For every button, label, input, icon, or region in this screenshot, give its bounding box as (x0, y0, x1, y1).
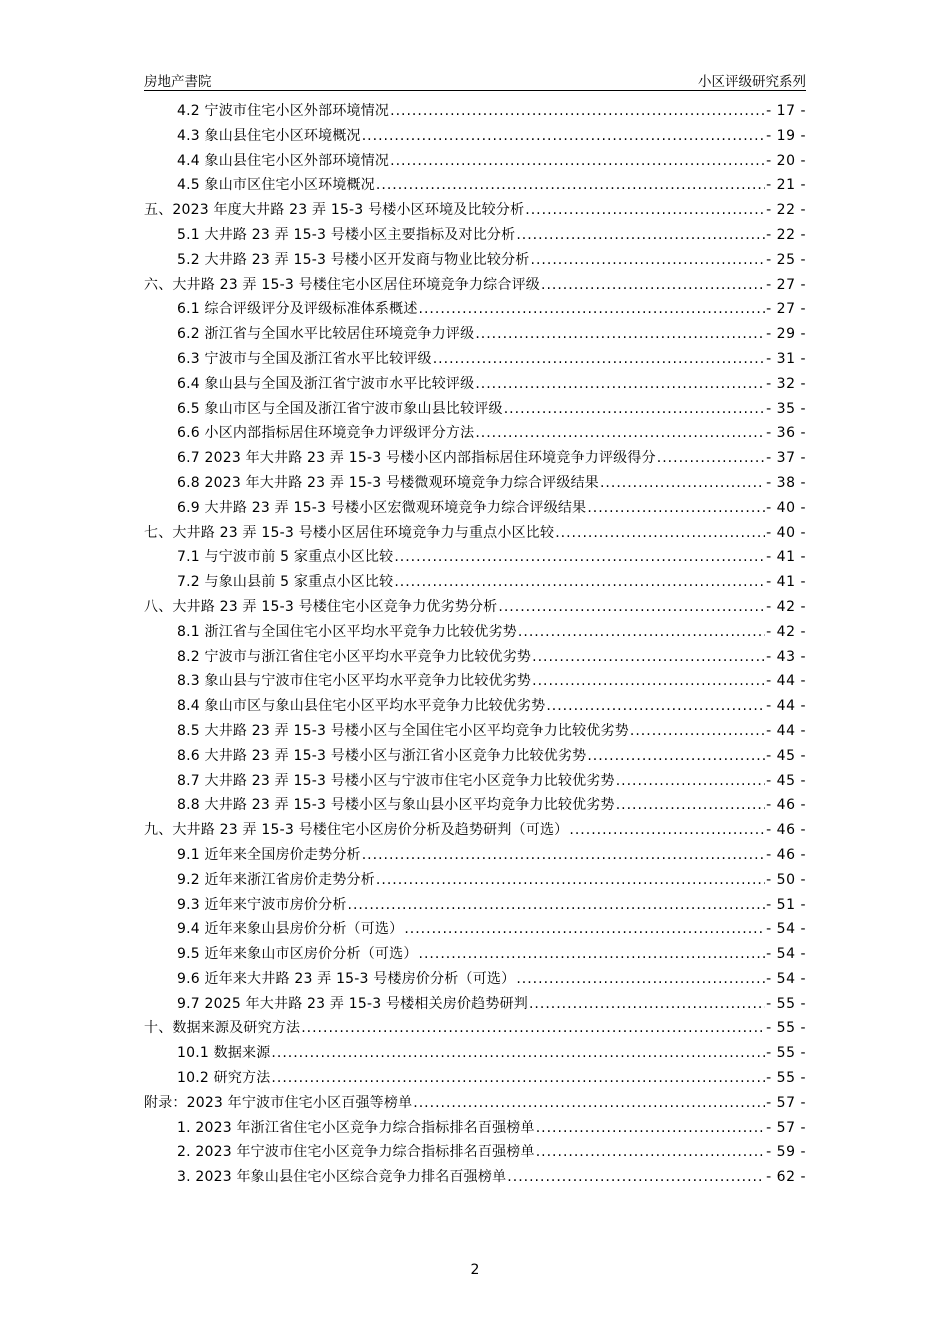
toc-dot-leader (600, 471, 765, 496)
toc-entry-title: 九、大井路 23 弄 15-3 号楼住宅小区房价分析及趋势研判（可选） (144, 822, 569, 839)
toc-entry-title: 6.8 2023 年大井路 23 弄 15-3 号楼微观环境竞争力综合评级结果 (177, 474, 599, 491)
toc-entry[interactable] (144, 942, 806, 967)
toc-entry[interactable] (144, 893, 806, 918)
toc-dot-leader (376, 868, 765, 893)
toc-entry-page: - 43 - (766, 648, 806, 665)
toc-entry-page: - 17 - (766, 103, 806, 119)
toc-dot-leader (376, 173, 765, 198)
toc-entry-page: - 31 - (766, 350, 806, 367)
toc-entry[interactable] (144, 868, 806, 893)
toc-entry-title: 6.1 综合评级评分及评级标准体系概述 (177, 301, 418, 318)
toc-dot-leader (616, 793, 765, 818)
toc-dot-leader (532, 645, 765, 670)
toc-dot-leader (475, 322, 765, 347)
toc-entry-title: 8.4 象山市区与象山县住宅小区平均水平竞争力比较优劣势 (177, 698, 546, 715)
toc-entry-page: - 37 - (766, 450, 806, 467)
toc-entry[interactable] (144, 124, 806, 149)
toc-dot-leader (657, 446, 765, 471)
toc-entry[interactable] (144, 173, 806, 198)
toc-entry[interactable] (144, 818, 806, 843)
toc-entry-page: - 57 - (766, 1119, 806, 1136)
toc-entry-page: - 44 - (766, 673, 806, 690)
toc-dot-leader (546, 694, 765, 719)
toc-entry-page: - 40 - (766, 499, 806, 516)
toc-entry-title: 9.5 近年来象山市区房价分析（可选） (177, 946, 418, 963)
toc-entry-page: - 46 - (766, 822, 806, 839)
toc-entry[interactable] (144, 1041, 806, 1066)
toc-entry[interactable] (144, 793, 806, 818)
toc-entry[interactable] (144, 1016, 806, 1041)
toc-entry[interactable] (144, 719, 806, 744)
toc-entry-title: 8.1 浙江省与全国住宅小区平均水平竞争力比较优劣势 (177, 623, 517, 640)
toc-dot-leader (413, 1091, 765, 1116)
page-number: 2 (470, 1262, 480, 1278)
toc-entry-page: - 21 - (766, 177, 806, 194)
toc-entry[interactable] (144, 1140, 806, 1165)
toc-entry-page: - 36 - (766, 425, 806, 442)
toc-entry[interactable] (144, 248, 806, 273)
toc-dot-leader (475, 421, 765, 446)
toc-entry-title: 10.1 数据来源 (177, 1045, 271, 1062)
toc-entry[interactable] (144, 1066, 806, 1091)
toc-entry[interactable] (144, 645, 806, 670)
toc-dot-leader (516, 223, 765, 248)
toc-entry[interactable] (144, 471, 806, 496)
toc-dot-leader (271, 1066, 765, 1091)
toc-entry-title: 6.4 象山县与全国及浙江省宁波市水平比较评级 (177, 375, 475, 392)
toc-entry[interactable] (144, 322, 806, 347)
toc-entry-title: 8.3 象山县与宁波市住宅小区平均水平竞争力比较优劣势 (177, 673, 532, 690)
toc-entry[interactable] (144, 347, 806, 372)
toc-dot-leader (587, 496, 765, 521)
toc-entry-title: 8.7 大井路 23 弄 15-3 号楼小区与宁波市住宅小区竞争力比较优劣势 (177, 772, 615, 789)
toc-entry-page: - 44 - (766, 698, 806, 715)
toc-entry-title: 9.4 近年来象山县房价分析（可选） (177, 921, 404, 938)
toc-entry-page: - 42 - (766, 623, 806, 640)
toc-entry-page: - 45 - (766, 772, 806, 789)
toc-dot-leader (475, 372, 765, 397)
toc-entry-page: - 35 - (766, 400, 806, 417)
toc-entry-title: 9.1 近年来全国房价走势分析 (177, 846, 361, 863)
toc-entry[interactable] (144, 149, 806, 174)
toc-entry-page: - 54 - (766, 970, 806, 987)
toc-entry-page: - 25 - (766, 251, 806, 268)
toc-entry-page: - 55 - (766, 1070, 806, 1087)
toc-entry-title: 9.2 近年来浙江省房价走势分析 (177, 871, 375, 888)
toc-entry-title: 4.5 象山市区住宅小区环境概况 (177, 177, 375, 194)
toc-entry-title: 十、数据来源及研究方法 (144, 1020, 301, 1037)
toc-entry-title: 6.3 宁波市与全国及浙江省水平比较评级 (177, 350, 432, 367)
toc-entry-page: - 22 - (766, 202, 806, 219)
toc-entry-title: 7.2 与象山县前 5 家重点小区比较 (177, 574, 394, 591)
toc-entry-title: 9.3 近年来宁波市房价分析 (177, 896, 347, 913)
toc-entry-title: 8.2 宁波市与浙江省住宅小区平均水平竞争力比较优劣势 (177, 648, 532, 665)
toc-entry-page: - 40 - (766, 524, 806, 541)
toc-entry-page: - 55 - (766, 1045, 806, 1062)
toc-entry-page: - 62 - (766, 1169, 806, 1186)
toc-entry-title: 4.4 象山县住宅小区外部环境情况 (177, 152, 390, 169)
header-publisher: 房地产書院 (144, 74, 212, 90)
toc-entry[interactable] (144, 620, 806, 645)
toc-entry-page: - 38 - (766, 474, 806, 491)
toc-dot-leader (390, 149, 765, 174)
toc-entry-title: 9.6 近年来大井路 23 弄 15-3 号楼房价分析（可选） (177, 970, 516, 987)
toc-entry[interactable] (144, 496, 806, 521)
toc-dot-leader (532, 669, 765, 694)
toc-entry[interactable] (144, 297, 806, 322)
toc-entry[interactable] (144, 372, 806, 397)
toc-entry[interactable] (144, 273, 806, 298)
toc-dot-leader (433, 347, 765, 372)
toc-dot-leader (531, 248, 766, 273)
toc-dot-leader (630, 719, 765, 744)
toc-entry[interactable] (144, 744, 806, 769)
toc-entry-page: - 59 - (766, 1144, 806, 1161)
toc-entry[interactable] (144, 1091, 806, 1116)
toc-entry-page: - 54 - (766, 946, 806, 963)
toc-entry-title: 六、大井路 23 弄 15-3 号楼住宅小区居住环境竞争力综合评级 (144, 276, 540, 293)
toc-entry-page: - 57 - (766, 1094, 806, 1111)
toc-entry-title: 4.3 象山县住宅小区环境概况 (177, 127, 361, 144)
toc-entry-page: - 55 - (766, 1020, 806, 1037)
toc-entry-title: 6.7 2023 年大井路 23 弄 15-3 号楼小区内部指标居住环境竞争力评级得分 (177, 450, 656, 467)
toc-entry[interactable] (144, 570, 806, 595)
toc-entry-title: 8.8 大井路 23 弄 15-3 号楼小区与象山县小区平均竞争力比较优劣势 (177, 797, 615, 814)
toc-entry-title: 8.6 大井路 23 弄 15-3 号楼小区与浙江省小区竞争力比较优劣势 (177, 747, 587, 764)
toc-entry[interactable] (144, 421, 806, 446)
toc-entry[interactable] (144, 917, 806, 942)
toc-entry-page: - 51 - (766, 896, 806, 913)
toc-entry[interactable] (144, 198, 806, 223)
toc-dot-leader (525, 198, 765, 223)
toc-entry-title: 6.6 小区内部指标居住环境竞争力评级评分方法 (177, 425, 475, 442)
toc-entry-page: - 27 - (766, 301, 806, 318)
toc-dot-leader (616, 769, 765, 794)
toc-dot-leader (362, 843, 765, 868)
toc-dot-leader (504, 397, 765, 422)
toc-entry[interactable] (144, 397, 806, 422)
toc-entry-title: 附录：2023 年宁波市住宅小区百强等榜单 (144, 1094, 413, 1111)
header-series-title: 小区评级研究系列 (698, 74, 806, 90)
toc-entry-page: - 41 - (766, 574, 806, 591)
toc-entry[interactable] (144, 992, 806, 1017)
toc-entry-page: - 29 - (766, 326, 806, 343)
toc-entry-title: 6.5 象山市区与全国及浙江省宁波市象山县比较评级 (177, 400, 503, 417)
toc-entry-title: 9.7 2025 年大井路 23 弄 15-3 号楼相关房价趋势研判 (177, 995, 528, 1012)
toc-dot-leader (394, 570, 765, 595)
toc-entry[interactable] (144, 1165, 806, 1190)
toc-dot-leader (271, 1041, 765, 1066)
toc-entry[interactable] (144, 769, 806, 794)
toc-dot-leader (555, 521, 765, 546)
toc-entry[interactable] (144, 967, 806, 992)
toc-entry-page: - 22 - (766, 226, 806, 243)
toc-dot-leader (394, 545, 765, 570)
toc-dot-leader (419, 942, 766, 967)
table-of-contents (144, 99, 806, 1190)
toc-entry-title: 6.9 大井路 23 弄 15-3 号楼小区宏微观环境竞争力综合评级结果 (177, 499, 587, 516)
toc-entry[interactable] (144, 446, 806, 471)
toc-entry-page: - 27 - (766, 276, 806, 293)
toc-dot-leader (541, 273, 765, 298)
toc-entry[interactable] (144, 669, 806, 694)
toc-entry-title: 5.1 大井路 23 弄 15-3 号楼小区主要指标及对比分析 (177, 226, 516, 243)
toc-dot-leader (569, 818, 765, 843)
toc-entry[interactable] (144, 99, 806, 124)
toc-entry-page: - 46 - (766, 797, 806, 814)
page-header (144, 68, 806, 91)
toc-entry[interactable] (144, 595, 806, 620)
toc-entry[interactable] (144, 545, 806, 570)
toc-entry-title: 3. 2023 年象山县住宅小区综合竞争力排名百强榜单 (177, 1169, 507, 1186)
toc-dot-leader (419, 297, 766, 322)
toc-dot-leader (536, 1116, 765, 1141)
toc-dot-leader (516, 967, 765, 992)
toc-entry-page: - 20 - (766, 152, 806, 169)
toc-dot-leader (498, 595, 765, 620)
toc-dot-leader (529, 992, 765, 1017)
toc-entry-page: - 42 - (766, 598, 806, 615)
toc-entry-title: 八、大井路 23 弄 15-3 号楼住宅小区竞争力优劣势分析 (144, 598, 498, 615)
toc-dot-leader (587, 744, 765, 769)
toc-dot-leader (536, 1140, 765, 1165)
toc-entry[interactable] (144, 843, 806, 868)
toc-dot-leader (362, 124, 765, 149)
toc-entry[interactable] (144, 1116, 806, 1141)
toc-entry-title: 五、2023 年度大井路 23 弄 15-3 号楼小区环境及比较分析 (144, 202, 525, 219)
toc-entry-title: 4.2 宁波市住宅小区外部环境情况 (177, 103, 390, 119)
toc-entry-page: - 54 - (766, 921, 806, 938)
toc-entry-page: - 45 - (766, 747, 806, 764)
toc-entry-page: - 50 - (766, 871, 806, 888)
toc-entry[interactable] (144, 223, 806, 248)
toc-dot-leader (301, 1016, 765, 1041)
toc-entry-page: - 55 - (766, 995, 806, 1012)
toc-dot-leader (348, 893, 766, 918)
toc-dot-leader (507, 1165, 765, 1190)
toc-entry-page: - 46 - (766, 846, 806, 863)
toc-entry-title: 10.2 研究方法 (177, 1070, 271, 1087)
toc-entry-title: 2. 2023 年宁波市住宅小区竞争力综合指标排名百强榜单 (177, 1144, 535, 1161)
toc-entry-page: - 32 - (766, 375, 806, 392)
toc-dot-leader (404, 917, 765, 942)
toc-entry-title: 1. 2023 年浙江省住宅小区竞争力综合指标排名百强榜单 (177, 1119, 535, 1136)
toc-entry-title: 5.2 大井路 23 弄 15-3 号楼小区开发商与物业比较分析 (177, 251, 530, 268)
toc-entry-page: - 44 - (766, 722, 806, 739)
toc-entry-title: 7.1 与宁波市前 5 家重点小区比较 (177, 549, 394, 566)
toc-entry[interactable] (144, 521, 806, 546)
toc-entry-page: - 19 - (766, 127, 806, 144)
toc-entry-title: 8.5 大井路 23 弄 15-3 号楼小区与全国住宅小区平均竞争力比较优劣势 (177, 722, 629, 739)
toc-entry-title: 七、大井路 23 弄 15-3 号楼小区居住环境竞争力与重点小区比较 (144, 524, 555, 541)
toc-dot-leader (390, 99, 765, 124)
toc-entry-page: - 41 - (766, 549, 806, 566)
toc-dot-leader (518, 620, 765, 645)
toc-entry[interactable] (144, 694, 806, 719)
toc-entry-title: 6.2 浙江省与全国水平比较居住环境竞争力评级 (177, 326, 475, 343)
